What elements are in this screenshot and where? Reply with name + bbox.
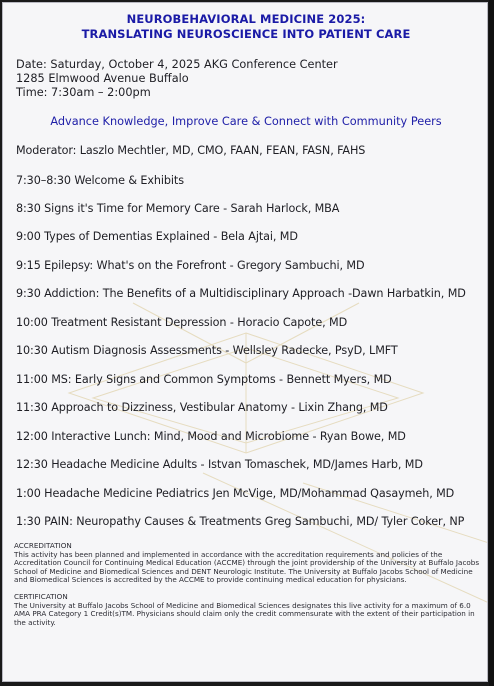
agenda-item: 10:00 Treatment Resistant Depression - Horacio Capote, MD [16, 316, 348, 329]
agenda-item: 1:30 PAIN: Neuropathy Causes & Treatments Greg Sambuchi, MD/ Tyler Coker, NP [16, 515, 465, 528]
event-title-line-2: TRANSLATING NEUROSCIENCE INTO PATIENT CARE [81, 27, 411, 41]
agenda-item: 11:00 MS: Early Signs and Common Symptoms - Bennett Myers, MD [16, 373, 392, 386]
agenda-item: 12:00 Interactive Lunch: Mind, Mood and Microbiome - Ryan Bowe, MD [16, 430, 406, 443]
agenda-item: 1:00 Headache Medicine Pediatrics Jen McVige, MD/Mohammad Qasaymeh, MD [16, 487, 455, 500]
agenda-item: 12:30 Headache Medicine Adults - Istvan Tomaschek, MD/James Harb, MD [16, 458, 423, 471]
screen-edge [489, 0, 494, 686]
flyer-page [2, 2, 488, 682]
accreditation-text: This activity has been planned and implemented in accordance with the accreditation requirements and policies of the Accreditation Council for Continuing Medical Education (ACCME) through the joint providership of the University at Buffalo Jacobs School of Medicine and Biomedical Sciences and DENT Neurologic Institute. The University at Buffalo Jacobs School of Medicine and Biomedical Sciences is accredited by the ACCME to provide continuing medical education for physicians. [14, 549, 480, 584]
agenda-item: 7:30–8:30 Welcome & Exhibits [16, 174, 184, 187]
certification-text: The University at Buffalo Jacobs School of Medicine and Biomedical Sciences designates this live activity for a maximum of 6.0 AMA PRA Category 1 Credit(s)TM. Physicians should claim only the credit commensurate with the extent of their participation in the activity. [14, 600, 475, 627]
agenda-item: 11:30 Approach to Dizziness, Vestibular Anatomy - Lixin Zhang, MD [16, 401, 388, 414]
agenda-item: 9:00 Types of Dementias Explained - Bela Ajtai, MD [16, 230, 298, 243]
event-tagline: Advance Knowledge, Improve Care & Connect with Community Peers [50, 115, 442, 128]
accreditation-heading: ACCREDITATION [14, 541, 72, 550]
agenda-item: 9:30 Addiction: The Benefits of a Multidisciplinary Approach -Dawn Harbatkin, MD [16, 287, 466, 300]
certification-heading: CERTIFICATION [14, 592, 68, 601]
event-title-line-1: NEUROBEHAVIORAL MEDICINE 2025: [126, 12, 366, 26]
agenda-item: 8:30 Signs it's Time for Memory Care - Sarah Harlock, MBA [16, 202, 340, 215]
event-date: Date: Saturday, October 4, 2025 AKG Conference Center [16, 58, 338, 71]
event-time: Time: 7:30am – 2:00pm [16, 86, 151, 99]
agenda-item: 10:30 Autism Diagnosis Assessments - Wellsley Radecke, PsyD, LMFT [16, 344, 398, 357]
event-address: 1285 Elmwood Avenue Buffalo [16, 72, 189, 85]
moderator-line: Moderator: Laszlo Mechtler, MD, CMO, FAAN, FEAN, FASN, FAHS [16, 144, 366, 157]
agenda-item: 9:15 Epilepsy: What's on the Forefront - Gregory Sambuchi, MD [16, 259, 365, 272]
